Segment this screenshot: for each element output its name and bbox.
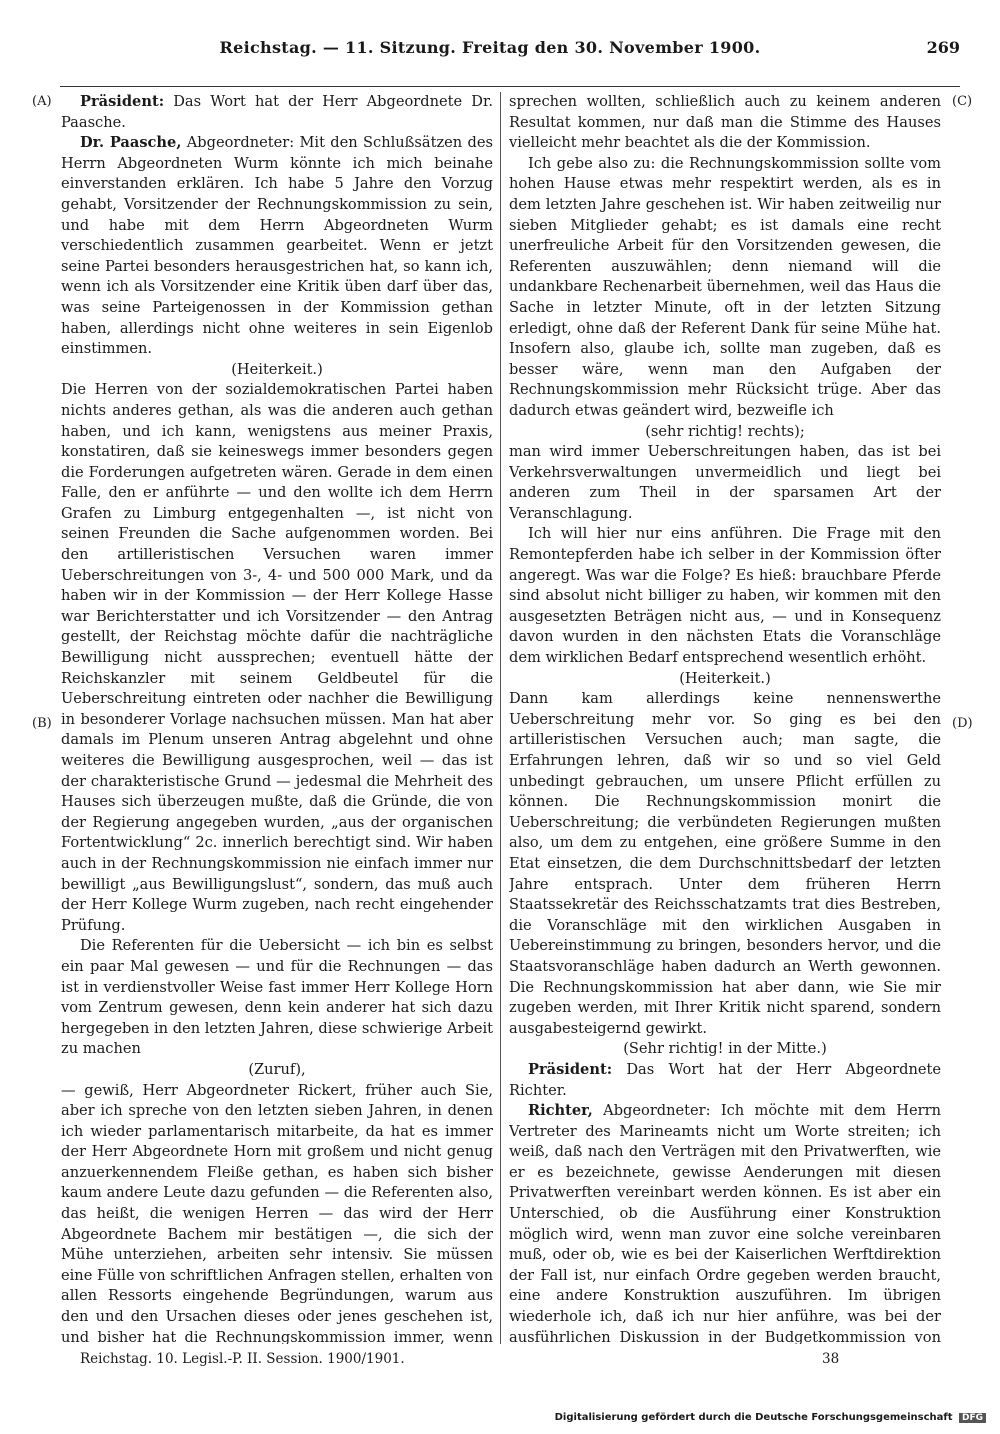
speaker-name: Dr. Paasche, bbox=[79, 134, 182, 152]
page-number: 269 bbox=[926, 38, 960, 57]
paragraph: Ich gebe also zu: die Rechnungskommission sollte vom hohen Hause etwas mehr respektirt werden, als es in dem letzten Jahre geschehen ist. Wir haben zeitweilig nur sieben Mitglieder gehabt; es ist damals eine recht unerfreuliche Arbeit für den Vorsitzenden gewesen, die Referenten auszuwählen; denn niemand will die undankbare Rechenarbeit übernehmen, weil das Haus die Sache in letzter Minute, oft in der letzten Sitzung erledigt, ohne daß der Referent Dank für seine Mühe hat. Insofern also, glaube ich, sollte man zugeben, daß es besser wäre, wenn man den Aufgaben der Rechnungskommission mehr Rücksicht trüge. Aber das dadurch etwas geändert wird, bezweifle ich bbox=[509, 154, 941, 419]
paragraph: Dann kam allerdings keine nennenswerthe Ueberschreitung mehr vor. So ging es bei den artilleristischen Versuchen auch; man sagte, die Erfahrungen lehren, daß wir so und so viel Geld unbedingt gebrauchen, um unsere Pflicht erfüllen zu können. Die Rechnungskommission monirt die Ueberschreitung; die verbündeten Regierungen mußten also, um dem zu entgehen, eine größere Summe in den Etat einsetzen, die dem Durchschnittsbedarf der letzten Jahre entsprach. Unter dem früheren Herrn Staatssekretär des Reichsschatzamts trat dies Bestreben, die Voranschläge mit den wirklichen Ausgaben in Uebereinstimmung zu bringen, besonders hervor, und die Staatsvoranschläge haben dadurch an Werth gewonnen. Die Rechnungskommission hat aber dann, wie Sie mir zugeben werden, mit Ihrer Kritik nicht sparend, sondern ausgabesteigernd gewirkt. bbox=[509, 690, 941, 1037]
margin-marker-c: (C) bbox=[952, 94, 973, 109]
speech-text: Das Wort hat der Herr Abgeordnete Richter. bbox=[509, 1060, 941, 1099]
paragraph: man wird immer Ueberschreitungen haben, das ist bei Verkehrsverwaltungen unvermeidlich und liegt bei anderen zum Theil in der sparsamen Art der Veranschlagung. bbox=[509, 443, 941, 522]
interjection: (Zuruf), bbox=[248, 1060, 306, 1078]
paragraph: Die Referenten für die Uebersicht — ich bin es selbst ein paar Mal gewesen — und für die Rechnungen — das ist in verdienstvoller Weise fast immer Herr Kollege Horn vom Zentrum gewesen, denn kein anderer hat sich dazu hergegeben in den letzten Jahren, diese schwierige Arbeit zu machen bbox=[61, 937, 493, 1058]
paragraph: sprechen wollten, schließlich auch zu keinem anderen Resultat kommen, nur daß man die Stimme des Hauses vielleicht mehr beachtet als die der Kommission. bbox=[509, 93, 941, 152]
right-column bbox=[509, 92, 941, 1344]
margin-marker-b: (B) bbox=[32, 716, 52, 731]
page-header bbox=[60, 38, 960, 64]
credit-text: Digitalisierung gefördert durch die Deutsche Forschungsgemeinschaft bbox=[554, 1412, 953, 1423]
dfg-logo: DFG bbox=[959, 1413, 986, 1423]
paragraph: Ich will hier nur eins anführen. Die Frage mit den Remontepferden habe ich selber in der Kommission öfter angeregt. Was war die Folge? Es hieß: brauchbare Pferde sind absolut nicht billiger zu haben, wir kommen mit den ausgesetzten Beträgen nicht aus, — und in Konsequenz davon wurden in den nächsten Etats die Voranschläge dem wirklichen Bedarf entsprechend wesentlich erhöht. bbox=[509, 525, 941, 667]
footer-session: Reichstag. 10. Legisl.-P. II. Session. 1900/1901. bbox=[80, 1351, 405, 1367]
paragraph bbox=[509, 1101, 941, 1344]
margin-marker-a: (A) bbox=[32, 94, 52, 109]
column-divider bbox=[500, 92, 501, 1344]
speaker-name: Präsident: bbox=[527, 1060, 613, 1078]
left-column bbox=[61, 92, 493, 1344]
margin-marker-d: (D) bbox=[952, 716, 973, 731]
interjection: (Heiterkeit.) bbox=[679, 669, 771, 687]
digitization-credit bbox=[555, 1412, 986, 1423]
paragraph bbox=[61, 133, 493, 360]
footer-sheet-number: 38 bbox=[822, 1351, 840, 1367]
paragraph: — gewiß, Herr Abgeordneter Rickert, früher auch Sie, aber ich spreche von den letzten sieben Jahren, in denen ich wieder parlamentarisch mitarbeite, da hat es immer der Herr Abgeordnete Horn mit großem und nicht genug anzuerkennendem Fleiße gethan, es haben sich bisher kaum andere Leute dazu gefunden — die Referenten also, das heißt, die wenigen Herren — das wird der Herr Abgeordnete Bachem mir bestätigen —, die sich der Mühe unterziehen, arbeiten sehr intensiv. Sie müssen eine Fülle von schriftlichen Anfragen stellen, erhalten von allen Ressorts eingehende Begründungen, warum aus den und den Ursachen dieses oder jenes geschehen ist, und bisher hat die Rechnungskommission immer, wenn bbox=[61, 1081, 493, 1344]
paragraph bbox=[509, 1060, 941, 1101]
speech-text: Das Wort hat der Herr Abgeordnete Dr. Paasche. bbox=[61, 93, 493, 131]
interjection: (sehr richtig! rechts); bbox=[645, 422, 805, 440]
running-title: Reichstag. — 11. Sitzung. Freitag den 30. November 1900. bbox=[219, 38, 761, 57]
interjection: (Heiterkeit.) bbox=[231, 360, 323, 378]
interjection: (Sehr richtig! in der Mitte.) bbox=[623, 1040, 827, 1058]
speaker-name: Richter, bbox=[527, 1102, 593, 1120]
speaker-name: Präsident: bbox=[79, 93, 165, 110]
paragraph: Die Herren von der sozialdemokratischen Partei haben nichts anderes gethan, als was die anderen auch gethan haben, und ich kann, wenigstens aus meiner Praxis, konstatiren, daß sie keineswegs immer besonders gegen die Forderungen aufgetreten wären. Gerade in dem einen Falle, den er anführte — und den wollte ich dem Herrn Grafen zu Limburg entgegenhalten —, ist nicht von seinen Freunden die Sache aufgenommen worden. Bei den artilleristischen Versuchen waren immer Ueberschreitungen von 3-, 4- und 500 000 Mark, und da haben wir in der Kommission — der Herr Kollege Hasse war Berichterstatter und ich Vorsitzender — den Antrag gestellt, der Reichstag möchte dafür die nachträgliche Bewilligung nicht aussprechen; eventuell hätte der Reichskanzler mit seinem Geldbeutel für die Ueberschreitung eintreten oder nachher die Bewilligung in besonderer Vorlage nachsuchen müssen. Man hat aber damals im Plenum unseren Antrag abgelehnt und ohne weiteres die Bewilligung ausgesprochen, weil — das ist der charakteristische Grund — jedesmal die Mehrheit des Hauses sich überzeugen mußte, daß die Gründe, die von der Regierung angegeben wurden, „aus der organischen Fortentwicklung“ 2c. innerlich berechtigt sind. Wir haben auch in der Rechnungskommission nie einfach immer nur bewilligt „aus Bewilligungslust“, sondern, das muß auch der Herr Kollege Wurm zugeben, nach recht eingehender Prüfung. bbox=[61, 381, 493, 934]
paragraph bbox=[61, 92, 493, 133]
speech-text: Abgeordneter: Mit den Schlußsätzen des Herrn Abgeordneten Wurm könnte ich mich beinahe einverstanden erklären. Ich habe 5 Jahre den Vorzug gehabt, Vorsitzender der Rechnungskommission zu sein, und habe mit dem Herrn Abgeordneten Wurm verschiedentlich zusammen gearbeitet. Wenn er jetzt seine Partei besonders herausgestrichen hat, so kann ich, wenn ich als Vorsitzender eine Kritik üben darf über das, was seine Parteigenossen in der Kommission gethan haben, allerdings nicht ohne weiteres in sein Eigenlob einstimmen. bbox=[61, 134, 493, 358]
header-rule bbox=[60, 86, 960, 87]
speech-text: Abgeordneter: Ich möchte mit dem Herrn Vertreter des Marineamts nicht um Worte streiten; ich weiß, daß nach den Verträgen mit den Privatwerften, wie er es bezeichnete, gewisse Aenderungen mit diesen Privatwerften vereinbart werden können. Es ist aber ein Unterschied, ob die Ausführung einer Konstruktion möglich wird, wenn man zuvor eine solche vereinbaren muß, oder ob, wie es bei der Kaiserlichen Werftdirektion der Fall ist, nur einfach Ordre gegeben werden braucht, eine andere Konstruktion auszuführen. Im übrigen wiederhole ich, daß ich nur hier anführe, was bei der ausführlichen Diskussion in der Budgetkommission von bbox=[509, 1102, 941, 1344]
